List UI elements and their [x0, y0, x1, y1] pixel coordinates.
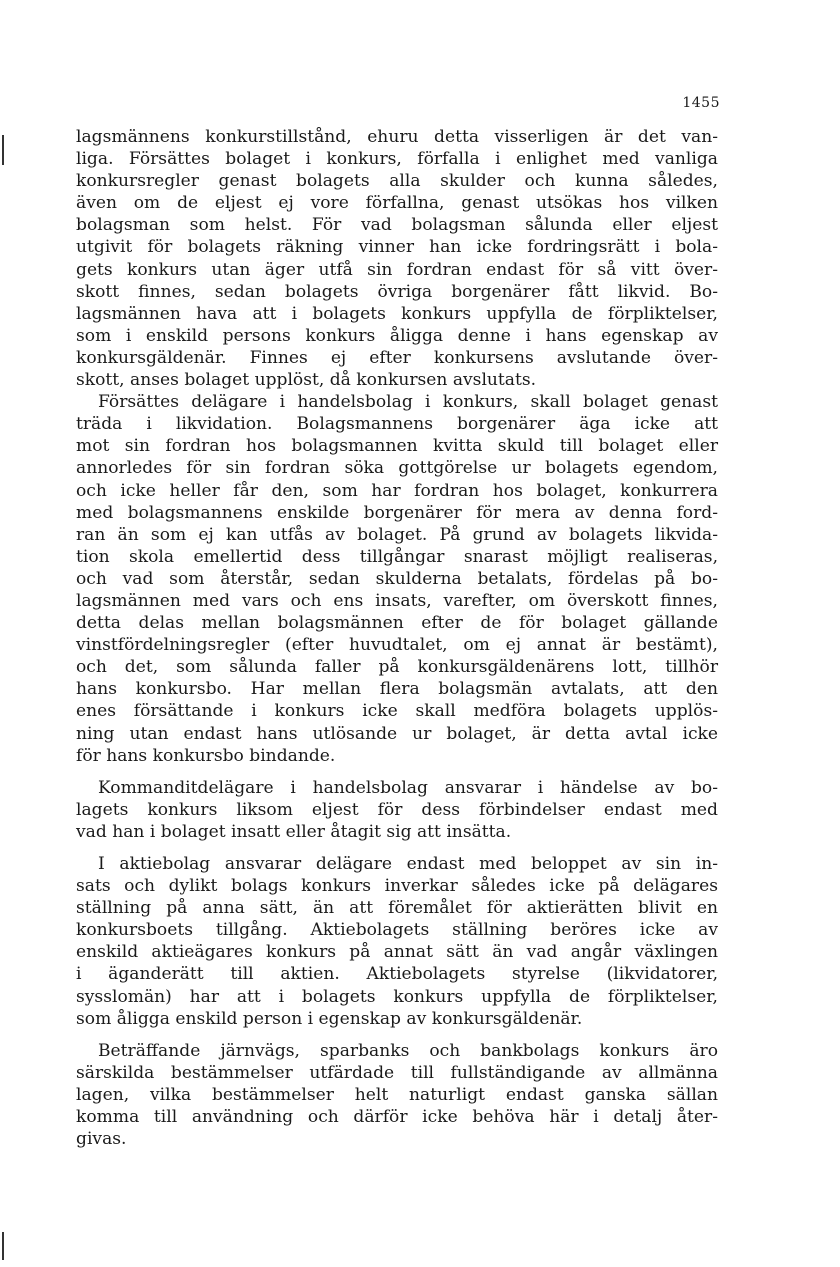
text-line: vad han i bolaget insatt eller åtagit sig att insätta. [76, 821, 512, 842]
text-line: som åligga enskild person i egenskap av konkursgäldenär. [76, 1008, 583, 1029]
text-line: bolagsman som helst. För vad bolagsman sålunda eller eljest [76, 215, 718, 236]
text-line: konkursboets tillgång. Aktiebolagets ställning beröres icke av [76, 920, 718, 941]
text-line: Beträffande järnvägs, sparbanks och bankbolags konkurs äro [98, 1040, 718, 1061]
text-line: gets konkurs utan äger utfå sin fordran endast för så vitt över- [76, 259, 718, 280]
text-line: lagets konkurs liksom eljest för dess förbindelser endast med [76, 799, 718, 820]
text-line: i äganderätt till aktien. Aktiebolagets styrelse (likvidatorer, [76, 964, 718, 985]
text-line: hans konkursbo. Har mellan flera bolagsmän avtalats, att den [76, 679, 718, 700]
paragraph-1 [76, 126, 718, 391]
text-line: träda i likvidation. Bolagsmannens borgenärer äga icke att [76, 414, 718, 435]
paragraph-gap [76, 767, 718, 777]
text-line: med bolagsmannens enskilde borgenärer för mera av denna ford- [76, 502, 718, 523]
text-line: även om de eljest ej vore förfallna, genast utsökas hos vilken [76, 193, 718, 214]
paragraph-2 [76, 391, 718, 767]
text-line: och icke heller får den, som har fordran hos bolaget, konkurrera [76, 480, 718, 501]
text-line: vinstfördelningsregler (efter huvudtalet, om ej annat är bestämt), [76, 635, 718, 656]
paragraph-3 [76, 777, 718, 843]
text-line: ning utan endast hans utlösande ur bolaget, är detta avtal icke [76, 723, 718, 744]
text-line: Försättes delägare i handelsbolag i konkurs, skall bolaget genast [98, 392, 718, 413]
text-line: annorledes för sin fordran söka gottgörelse ur bolagets egendom, [76, 458, 718, 479]
text-line: skott finnes, sedan bolagets övriga borgenärer fått likvid. Bo- [76, 281, 718, 302]
text-line: och det, som sålunda faller på konkursgäldenärens lott, tillhör [76, 657, 718, 678]
text-line: enes försättande i konkurs icke skall medföra bolagets upplös- [76, 701, 718, 722]
paragraph-4 [76, 853, 718, 1030]
text-line: för hans konkursbo bindande. [76, 745, 336, 766]
text-line: mot sin fordran hos bolagsmannen kvitta skuld till bolaget eller [76, 436, 718, 457]
text-line: utgivit för bolagets räkning vinner han icke fordringsrätt i bola- [76, 237, 718, 258]
text-line: sysslomän) har att i bolagets konkurs uppfylla de förpliktelser, [76, 986, 718, 1007]
text-line: ran än som ej kan utfås av bolaget. På grund av bolagets likvida- [76, 524, 718, 545]
text-line: lagsmännen hava att i bolagets konkurs uppfylla de förpliktelser, [76, 303, 718, 324]
body-text [76, 126, 718, 1150]
text-line: komma till användning och därför icke behöva här i detalj åter- [76, 1107, 718, 1128]
text-line: lagsmännen med vars och ens insats, varefter, om överskott finnes, [76, 590, 718, 611]
text-line: enskild aktieägares konkurs på annat sätt än vad angår växlingen [76, 942, 718, 963]
text-line: detta delas mellan bolagsmännen efter de för bolaget gällande [76, 613, 718, 634]
paragraph-5 [76, 1040, 718, 1150]
page-number: 1455 [682, 95, 720, 111]
text-line: tion skola emellertid dess tillgångar snarast möjligt realiseras, [76, 546, 718, 567]
text-line: och vad som återstår, sedan skulderna betalats, fördelas på bo- [76, 568, 718, 589]
text-line: liga. Försättes bolaget i konkurs, förfalla i enlighet med vanliga [76, 149, 718, 170]
text-line: Kommanditdelägare i handelsbolag ansvarar i händelse av bo- [98, 777, 718, 798]
text-line: lagsmännens konkurstillstånd, ehuru detta visserligen är det van- [76, 127, 718, 147]
text-line: konkursgäldenär. Finnes ej efter konkursens avslutande över- [76, 347, 718, 368]
text-line: lagen, vilka bestämmelser helt naturligt endast ganska sällan [76, 1084, 718, 1105]
text-line: ställning på anna sätt, än att föremålet för aktierätten blivit en [76, 898, 718, 919]
text-line: skott, anses bolaget upplöst, då konkursen avslutats. [76, 370, 537, 391]
paragraph-gap [76, 843, 718, 853]
text-line: I aktiebolag ansvarar delägare endast med beloppet av sin in- [98, 854, 718, 874]
page-edge-mark-top [2, 135, 4, 165]
text-line: som i enskild persons konkurs åligga denne i hans egenskap av [76, 325, 718, 346]
text-line: särskilda bestämmelser utfärdade till fullständigande av allmänna [76, 1062, 718, 1083]
page-edge-mark-bottom [2, 1232, 4, 1260]
text-line: givas. [76, 1129, 127, 1150]
text-line: konkursregler genast bolagets alla skulder och kunna således, [76, 171, 718, 192]
text-line: sats och dylikt bolags konkurs inverkar således icke på delägares [76, 876, 718, 897]
paragraph-gap [76, 1030, 718, 1040]
